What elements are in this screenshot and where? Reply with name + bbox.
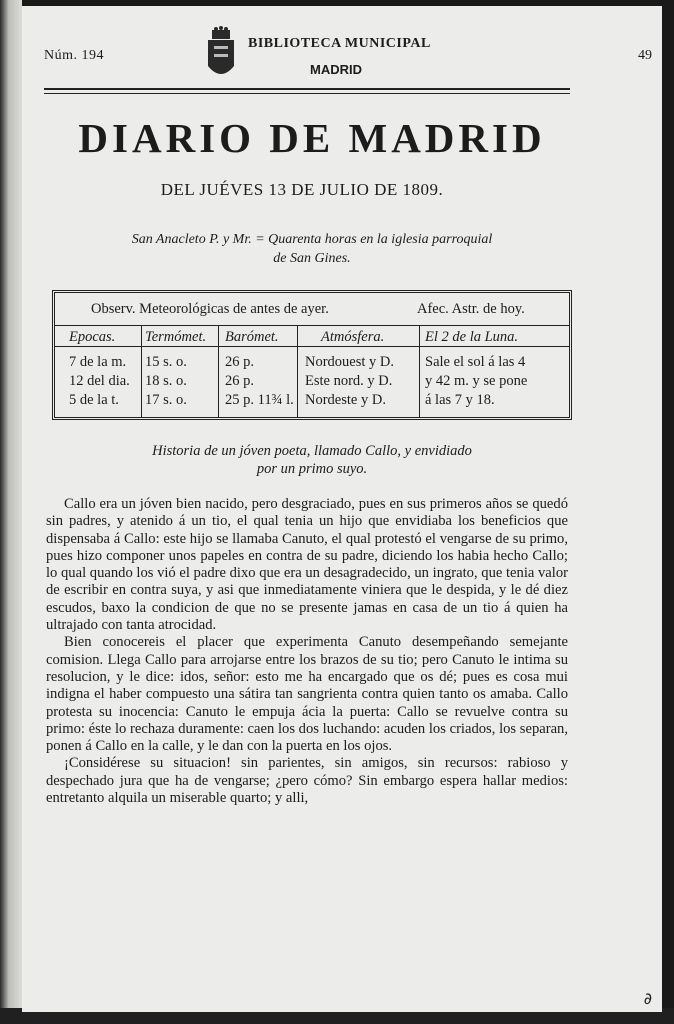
paragraph: Callo era un jóven bien nacido, pero desgraciado, pues en sus primeros años se quedó sin padres, y atenido á un tio, el qual tenia un hijo que envidiaba los beneficios que dispensaba á Callo: este hijo se llamaba Canuto, el qual protestó el vengarse de su primo, pues hizo componer unos papeles en contra de su padre, diciendo los habia hecho Callo; lo qual quando los vió el padre dixo que era un desagradecido, un ingrato, que tenia valor de escribir en contra suya, y asi que inmediatamente viniera que le despida, y le dé diez escudos, baxo la condicion de que no se presente jamas en casa de un tio á quien ha ultrajado con tanta atrocidad. (46, 496, 568, 634)
atmosfera-cell: Nordeste y D. (305, 392, 386, 408)
saint-line-1: San Anacleto P. y Mr. = Quarenta horas en la iglesia parroquial (131, 232, 493, 247)
astro-line: y 42 m. y se pone (425, 373, 528, 389)
header-rule-thin (44, 93, 570, 94)
corner-mark-icon: ∂ (643, 989, 652, 1008)
paragraph: Bien conocereis el placer que experimenta Canuto desempeñando semejante comision. Llega Callo para arrojarse entre los brazos de su tio; pero Canuto le intima su resolucion, y le dice: idos, señor: esto me ha encargado que os dé; pues es cosa mui indigna el haber compuesto una sátira tan sangrienta contra quien tanto os amaba. Callo protesta su inocencia: Canuto le empuja ácia la puerta: Callo se revuelve contra su primo: éste lo rechaza duramente: caen los dos luchando: acuden los criados, los separan, ponen á Callo en la calle, y le dan con la puerta en los ojos. (46, 634, 568, 755)
newspaper-title: DIARIO DE MADRID (78, 115, 546, 161)
table-rule (55, 325, 569, 326)
page-binding-edge (0, 0, 22, 1024)
stamp-city: MADRID (310, 62, 362, 77)
column-header-atmosfera: Atmósfera. (321, 329, 385, 345)
epoca-cell: 12 del dia. (69, 373, 130, 389)
story-title-line-1: Historia de un jóven poeta, llamado Callo, y envidiado (152, 443, 472, 459)
column-header-termometro: Termómet. (145, 329, 207, 345)
weather-table (52, 290, 572, 420)
astro-line: á las 7 y 18. (425, 392, 495, 408)
issue-number: Núm. 194 (44, 48, 104, 63)
header-rule (44, 88, 570, 90)
atmosfera-cell: Este nord. y D. (305, 373, 393, 389)
saint-of-day (52, 230, 572, 268)
termometro-cell: 17 s. o. (145, 392, 187, 408)
page-number: 49 (638, 48, 652, 63)
epoca-cell: 7 de la m. (69, 354, 127, 370)
weather-heading: Observ. Meteorológicas de antes de ayer. (91, 301, 329, 317)
article-body (46, 496, 568, 807)
coat-of-arms-icon (204, 26, 238, 82)
newspaper-page (22, 6, 662, 1012)
stamp-library-name: BIBLIOTECA MUNICIPAL (248, 36, 431, 51)
atmosfera-cell: Nordouest y D. (305, 354, 395, 370)
astro-line: Sale el sol á las 4 (425, 354, 526, 370)
column-divider (218, 325, 219, 417)
column-divider (141, 325, 142, 417)
story-title-line-2: por un primo suyo. (256, 461, 368, 477)
barometro-cell: 25 p. 11¾ l. (225, 392, 294, 408)
library-stamp (204, 26, 431, 86)
issue-date: DEL JUÉVES 13 DE JULIO DE 1809. (160, 180, 444, 199)
barometro-cell: 26 p. (225, 373, 254, 389)
column-header-epocas: Epocas. (69, 329, 116, 345)
termometro-cell: 18 s. o. (145, 373, 187, 389)
column-header-barometro: Barómet. (225, 329, 279, 345)
story-title (72, 442, 552, 478)
column-divider (419, 325, 420, 417)
column-divider (297, 325, 298, 417)
table-rule (55, 346, 569, 347)
column-header-luna: El 2 de la Luna. (425, 329, 519, 345)
paragraph: ¡Considérese su situacion! sin parientes, sin amigos, sin recursos: rabioso y despechado jura que ha de vengarse; ¿pero cómo? Sin embargo espera hallar medios: entretanto alquila un miserable quarto; y alli, (46, 755, 568, 807)
barometro-cell: 26 p. (225, 354, 254, 370)
saint-line-2: de San Gines. (273, 251, 351, 266)
astro-heading: Afec. Astr. de hoy. (417, 301, 525, 317)
termometro-cell: 15 s. o. (145, 354, 187, 370)
epoca-cell: 5 de la t. (69, 392, 119, 408)
